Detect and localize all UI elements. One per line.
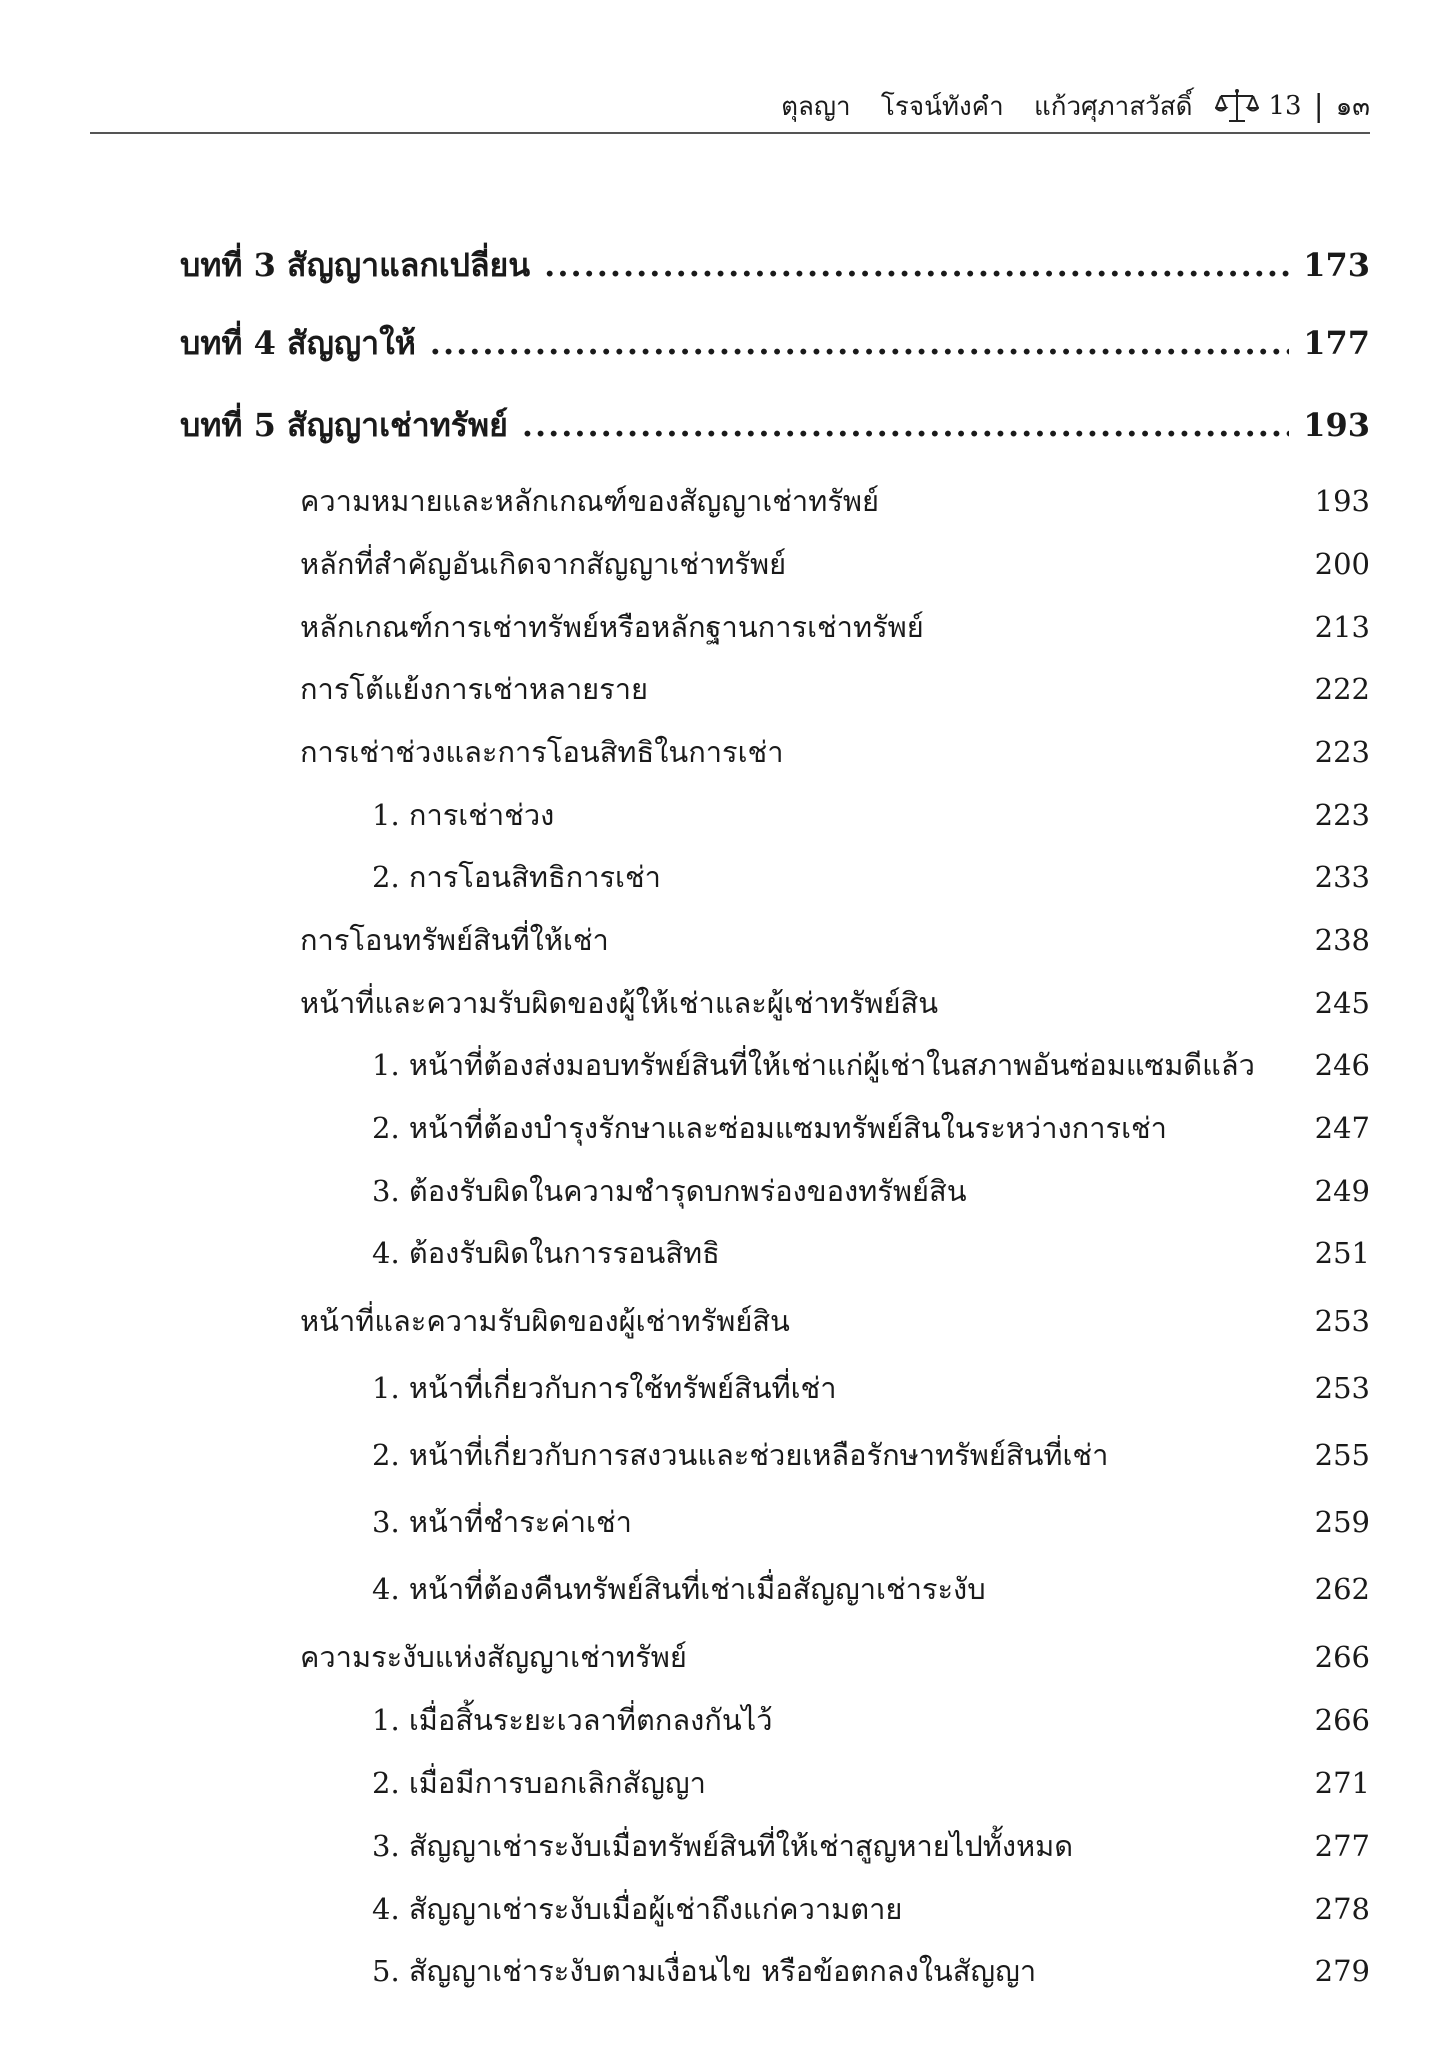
toc-entry-row — [180, 1760, 1370, 1806]
toc-page-number: 193 — [1314, 484, 1370, 518]
toc-entry-row — [180, 917, 1370, 963]
toc-entry-title: 2. เมื่อมีการบอกเลิกสัญญา — [372, 1766, 706, 1800]
author-name-2: โรจน์ทังคำ — [880, 91, 1004, 122]
toc-chapter-row — [180, 240, 1370, 291]
toc-page-number: 245 — [1314, 986, 1370, 1020]
toc-page-number: 247 — [1314, 1111, 1370, 1145]
toc-entry-row — [180, 1697, 1370, 1743]
toc-page-number: 213 — [1314, 610, 1370, 644]
toc-page-number: 249 — [1314, 1174, 1370, 1208]
toc-entry-row — [180, 1886, 1370, 1932]
toc-entry-title: 4. หน้าที่ต้องคืนทรัพย์สินที่เช่าเมื่อสัญญาเช่าระงับ — [372, 1572, 986, 1606]
toc-page-number: 200 — [1314, 547, 1370, 581]
toc-entry-row — [180, 1566, 1370, 1612]
toc-entry-title: การเช่าช่วงและการโอนสิทธิในการเช่า — [300, 735, 784, 769]
toc-page-number: 266 — [1314, 1703, 1370, 1737]
toc-page-number: 278 — [1314, 1892, 1370, 1926]
toc-page-number: 277 — [1314, 1829, 1370, 1863]
toc-page-number: 246 — [1314, 1048, 1370, 1082]
toc-page-number: 173 — [1303, 246, 1370, 284]
running-header — [90, 86, 1370, 134]
author-names — [759, 86, 1192, 127]
toc-entry-title: 2. หน้าที่ต้องบำรุงรักษาและซ่อมแซมทรัพย์สินในระหว่างการเช่า — [372, 1111, 1167, 1145]
toc-entry-row — [180, 541, 1370, 587]
toc-entry-row — [180, 1042, 1370, 1088]
toc-page-number: 266 — [1314, 1640, 1370, 1674]
toc-entry-title: 4. ต้องรับผิดในการรอนสิทธิ — [372, 1236, 720, 1270]
toc-entry-row — [180, 1948, 1370, 1994]
toc-page-number: 223 — [1314, 798, 1370, 832]
toc-entry-row — [180, 604, 1370, 650]
toc-entry-title: 5. สัญญาเช่าระงับตามเงื่อนไข หรือข้อตกลงในสัญญา — [372, 1954, 1037, 1988]
toc-entry-row — [180, 478, 1370, 524]
toc-entry-row — [180, 1365, 1370, 1411]
toc-chapter-row — [180, 400, 1370, 451]
toc-entry-title: หน้าที่และความรับผิดของผู้เช่าทรัพย์สิน — [300, 1304, 790, 1338]
scales-of-justice-icon — [1215, 88, 1259, 124]
toc-page-number: 253 — [1314, 1304, 1370, 1338]
toc-entry-title: การโต้แย้งการเช่าหลายราย — [300, 672, 648, 706]
dot-leader — [544, 246, 1289, 284]
dot-leader — [522, 406, 1289, 444]
toc-page-number: 271 — [1314, 1766, 1370, 1800]
toc-chapter-row — [180, 318, 1370, 369]
toc-entry-title: ความหมายและหลักเกณฑ์ของสัญญาเช่าทรัพย์ — [300, 484, 880, 518]
toc-page-number: 233 — [1314, 860, 1370, 894]
toc-entry-title: หลักที่สำคัญอันเกิดจากสัญญาเช่าทรัพย์ — [300, 547, 787, 581]
toc-entry-title: 3. ต้องรับผิดในความชำรุดบกพร่องของทรัพย์สิน — [372, 1174, 967, 1208]
toc-entry-title: 2. การโอนสิทธิการเช่า — [372, 860, 661, 894]
toc-entry-title: 3. หน้าที่ชำระค่าเช่า — [372, 1505, 632, 1539]
toc-entry-row — [180, 792, 1370, 838]
toc-entry-row — [180, 666, 1370, 712]
toc-page-number: 223 — [1314, 735, 1370, 769]
toc-entry-title: บทที่ 3 สัญญาแลกเปลี่ยน — [180, 246, 531, 284]
author-name-3: แก้วศุภาสวัสดิ์ — [1033, 91, 1193, 122]
author-name-1: ตุลญา — [781, 91, 851, 122]
toc-page-number: 259 — [1314, 1505, 1370, 1539]
toc-page-number: 255 — [1314, 1438, 1370, 1472]
toc-entry-title: บทที่ 4 สัญญาให้ — [180, 324, 416, 362]
toc-entry-title: 1. หน้าที่ต้องส่งมอบทรัพย์สินที่ให้เช่าแก่ผู้เช่าในสภาพอันซ่อมแซมดีแล้ว — [372, 1048, 1255, 1082]
toc-entry-title: บทที่ 5 สัญญาเช่าทรัพย์ — [180, 406, 508, 444]
toc-entry-row — [180, 1105, 1370, 1151]
toc-entry-title: 1. การเช่าช่วง — [372, 798, 555, 832]
toc-entry-title: ความระงับแห่งสัญญาเช่าทรัพย์ — [300, 1640, 687, 1674]
toc-entry-row — [180, 729, 1370, 775]
toc-page-number: 177 — [1303, 324, 1370, 362]
toc-page-number: 262 — [1314, 1572, 1370, 1606]
toc-entry-row — [180, 1499, 1370, 1545]
toc-page-number: 238 — [1314, 923, 1370, 957]
toc-page-number: 251 — [1314, 1236, 1370, 1270]
toc-entry-row — [180, 1823, 1370, 1869]
toc-page-number: 279 — [1314, 1954, 1370, 1988]
toc-page-number: 193 — [1303, 406, 1370, 444]
toc-entry-row — [180, 854, 1370, 900]
toc-entry-row — [180, 1230, 1370, 1276]
toc-entry-row — [180, 1432, 1370, 1478]
toc-entry-title: 4. สัญญาเช่าระงับเมื่อผู้เช่าถึงแก่ความตาย — [372, 1892, 903, 1926]
toc-entry-row — [180, 980, 1370, 1026]
toc-entry-row — [180, 1634, 1370, 1680]
header-divider: | — [1313, 88, 1324, 124]
toc-entry-title: 3. สัญญาเช่าระงับเมื่อทรัพย์สินที่ให้เช่าสูญหายไปทั้งหมด — [372, 1829, 1074, 1863]
page-number-arabic: 13 — [1268, 91, 1302, 121]
page-number-thai: ๑๓ — [1335, 91, 1370, 122]
toc-entry-row — [180, 1298, 1370, 1344]
toc-entry-title: 1. เมื่อสิ้นระยะเวลาที่ตกลงกันไว้ — [372, 1703, 773, 1737]
toc-entry-title: หน้าที่และความรับผิดของผู้ให้เช่าและผู้เช่าทรัพย์สิน — [300, 986, 939, 1020]
toc-entry-title: 2. หน้าที่เกี่ยวกับการสงวนและช่วยเหลือรักษาทรัพย์สินที่เช่า — [372, 1438, 1109, 1472]
toc-entry-title: การโอนทรัพย์สินที่ให้เช่า — [300, 923, 609, 957]
toc-page-number: 253 — [1314, 1371, 1370, 1405]
toc-entry-title: หลักเกณฑ์การเช่าทรัพย์หรือหลักฐานการเช่าทรัพย์ — [300, 610, 924, 644]
toc-page-number: 222 — [1314, 672, 1370, 706]
toc-entry-title: 1. หน้าที่เกี่ยวกับการใช้ทรัพย์สินที่เช่า — [372, 1371, 837, 1405]
dot-leader — [430, 324, 1289, 362]
toc-entry-row — [180, 1168, 1370, 1214]
